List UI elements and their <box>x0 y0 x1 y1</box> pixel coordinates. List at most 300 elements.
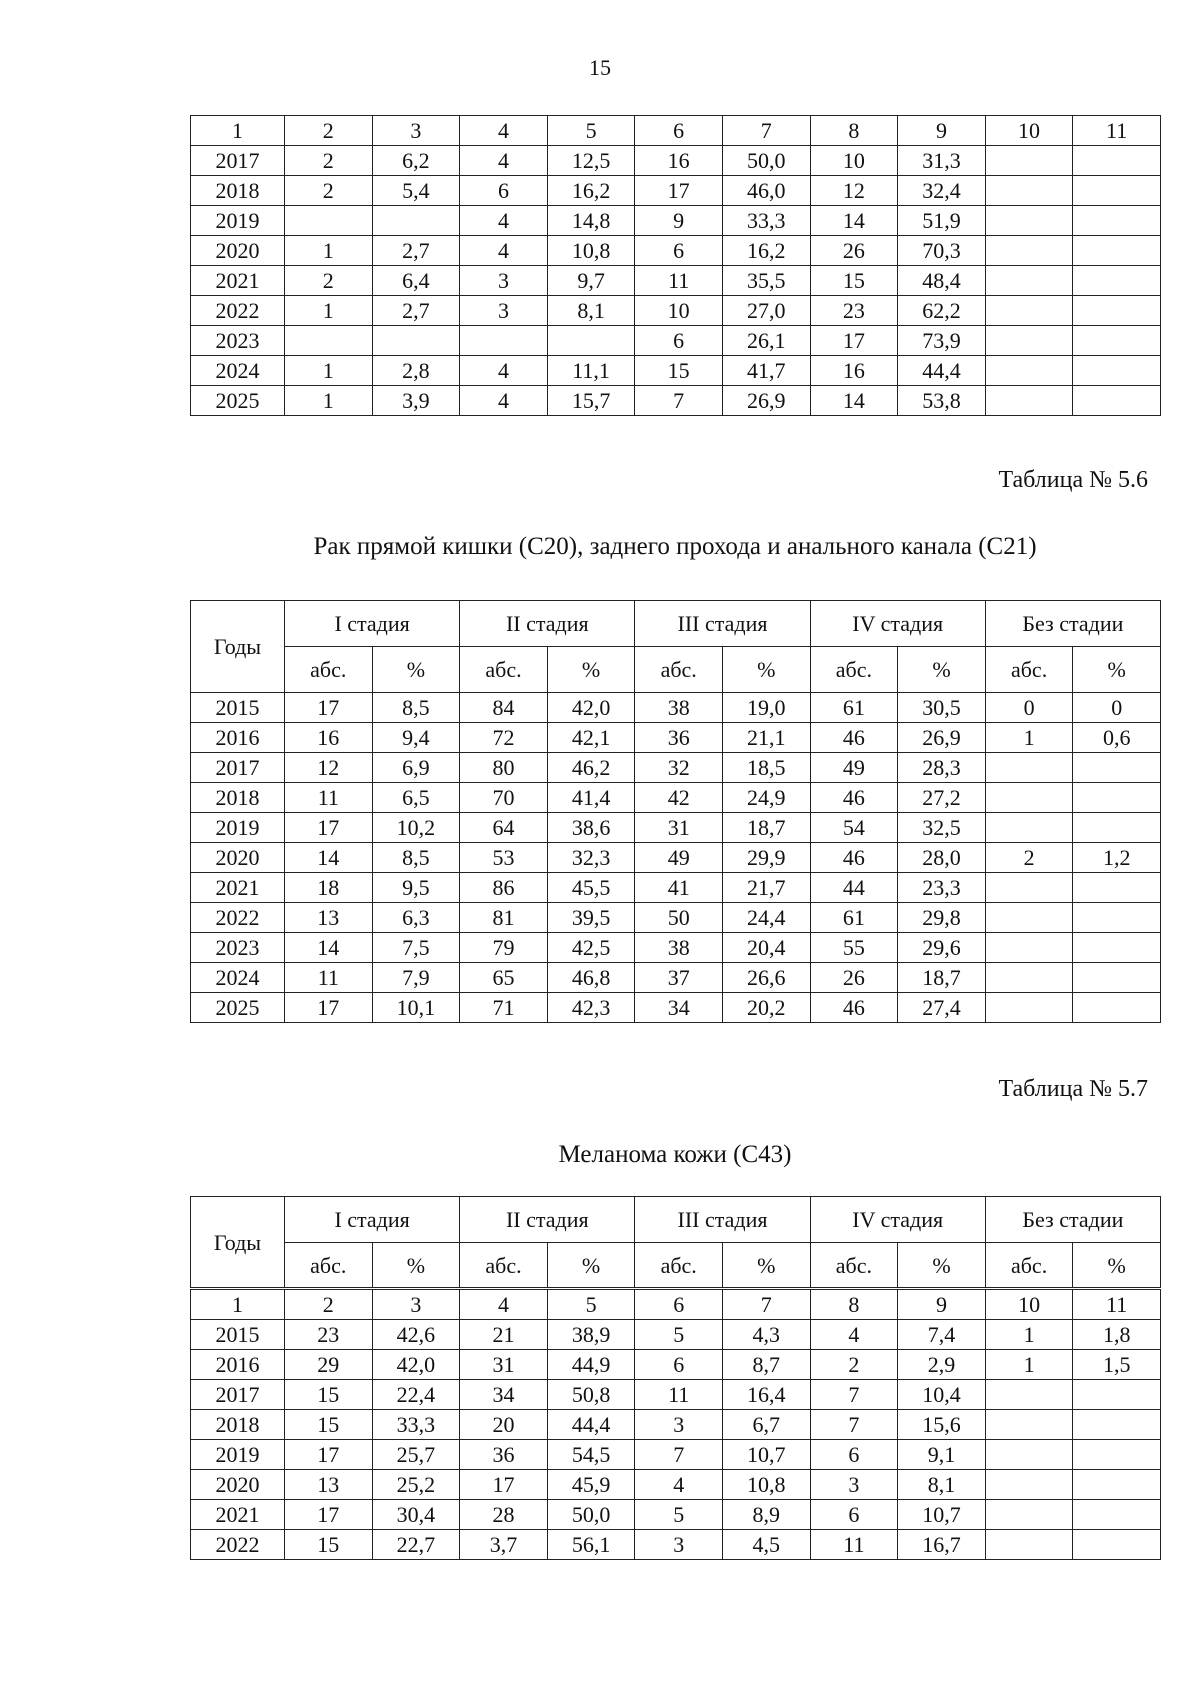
value-cell: 26 <box>810 963 898 993</box>
value-cell: 22,4 <box>372 1380 460 1410</box>
year-cell: 2017 <box>191 146 285 176</box>
column-number-cell: 2 <box>285 1289 373 1320</box>
year-cell: 2022 <box>191 1530 285 1560</box>
value-cell: 2 <box>285 146 373 176</box>
value-cell: 7,4 <box>898 1320 986 1350</box>
value-cell: 1 <box>985 1320 1073 1350</box>
year-cell: 2019 <box>191 1440 285 1470</box>
value-cell: 15,6 <box>898 1410 986 1440</box>
value-cell: 11 <box>810 1530 898 1560</box>
value-cell: 50,0 <box>722 146 810 176</box>
sub-header-abs: абс. <box>460 1243 548 1289</box>
value-cell: 11 <box>635 266 723 296</box>
sub-header-abs: абс. <box>985 647 1073 693</box>
value-cell <box>1073 1530 1161 1560</box>
value-cell: 70 <box>460 783 548 813</box>
value-cell: 84 <box>460 693 548 723</box>
value-cell <box>985 1410 1073 1440</box>
value-cell: 46 <box>810 843 898 873</box>
value-cell <box>985 206 1073 236</box>
stage-header: II стадия <box>460 1197 635 1243</box>
value-cell <box>1073 1440 1161 1470</box>
value-cell: 10,7 <box>898 1500 986 1530</box>
value-cell <box>1073 146 1161 176</box>
value-cell <box>1073 933 1161 963</box>
stage-header: III стадия <box>635 601 810 647</box>
value-cell <box>1073 266 1161 296</box>
value-cell: 6,3 <box>372 903 460 933</box>
value-cell <box>1073 963 1161 993</box>
header-years: Годы <box>191 1197 285 1289</box>
value-cell <box>1073 903 1161 933</box>
value-cell: 10 <box>635 296 723 326</box>
table-row <box>191 386 1161 416</box>
value-cell: 8,9 <box>722 1500 810 1530</box>
year-cell: 2025 <box>191 993 285 1023</box>
sub-header-abs: абс. <box>810 1243 898 1289</box>
value-cell: 36 <box>635 723 723 753</box>
stage-header: Без стадии <box>985 1197 1160 1243</box>
value-cell: 12 <box>810 176 898 206</box>
value-cell: 20 <box>460 1410 548 1440</box>
year-cell: 2024 <box>191 356 285 386</box>
value-cell <box>1073 1470 1161 1500</box>
sub-header-percent: % <box>722 647 810 693</box>
value-cell: 65 <box>460 963 548 993</box>
year-cell: 2020 <box>191 1470 285 1500</box>
value-cell: 2,7 <box>372 296 460 326</box>
value-cell: 4 <box>810 1320 898 1350</box>
column-number-cell: 6 <box>635 116 723 146</box>
value-cell: 12,5 <box>547 146 635 176</box>
value-cell <box>985 266 1073 296</box>
value-cell: 15 <box>285 1410 373 1440</box>
value-cell <box>1073 1380 1161 1410</box>
value-cell <box>1073 1500 1161 1530</box>
value-cell: 46 <box>810 993 898 1023</box>
value-cell <box>547 326 635 356</box>
value-cell <box>1073 813 1161 843</box>
year-cell: 2022 <box>191 296 285 326</box>
value-cell: 61 <box>810 903 898 933</box>
value-cell: 15 <box>635 356 723 386</box>
value-cell <box>985 356 1073 386</box>
value-cell: 46,0 <box>722 176 810 206</box>
value-cell: 41,7 <box>722 356 810 386</box>
value-cell: 35,5 <box>722 266 810 296</box>
year-cell: 2015 <box>191 1320 285 1350</box>
stage-header: III стадия <box>635 1197 810 1243</box>
table-row <box>191 326 1161 356</box>
value-cell: 1 <box>285 356 373 386</box>
value-cell: 1,5 <box>1073 1350 1161 1380</box>
value-cell: 49 <box>810 753 898 783</box>
table-row <box>191 296 1161 326</box>
value-cell: 3 <box>460 296 548 326</box>
value-cell: 2,7 <box>372 236 460 266</box>
value-cell: 6 <box>635 236 723 266</box>
value-cell: 14 <box>285 933 373 963</box>
value-cell: 18 <box>285 873 373 903</box>
year-cell: 2018 <box>191 176 285 206</box>
value-cell: 14 <box>285 843 373 873</box>
value-cell: 10,1 <box>372 993 460 1023</box>
value-cell: 16,4 <box>722 1380 810 1410</box>
value-cell <box>1073 873 1161 903</box>
value-cell: 86 <box>460 873 548 903</box>
value-cell: 14 <box>810 206 898 236</box>
value-cell: 2 <box>285 266 373 296</box>
value-cell: 7,5 <box>372 933 460 963</box>
value-cell: 9,1 <box>898 1440 986 1470</box>
table-row <box>191 1440 1161 1470</box>
column-number-cell: 6 <box>635 1289 723 1320</box>
value-cell: 46 <box>810 723 898 753</box>
table-row <box>191 176 1161 206</box>
value-cell: 2 <box>985 843 1073 873</box>
value-cell: 3 <box>635 1530 723 1560</box>
sub-header-percent: % <box>547 1243 635 1289</box>
value-cell: 6 <box>635 1350 723 1380</box>
value-cell <box>460 326 548 356</box>
value-cell: 81 <box>460 903 548 933</box>
value-cell <box>985 1530 1073 1560</box>
value-cell: 15 <box>810 266 898 296</box>
sub-header-abs: абс. <box>985 1243 1073 1289</box>
value-cell: 20,4 <box>722 933 810 963</box>
value-cell: 10,8 <box>722 1470 810 1500</box>
value-cell: 9 <box>635 206 723 236</box>
value-cell: 6 <box>460 176 548 206</box>
value-cell: 4,5 <box>722 1530 810 1560</box>
column-number-cell: 4 <box>460 116 548 146</box>
year-cell: 2024 <box>191 963 285 993</box>
value-cell: 9,7 <box>547 266 635 296</box>
value-cell: 11 <box>285 963 373 993</box>
column-number-cell: 8 <box>810 116 898 146</box>
value-cell <box>985 1440 1073 1470</box>
value-cell: 45,9 <box>547 1470 635 1500</box>
value-cell: 1 <box>985 723 1073 753</box>
table-row <box>191 933 1161 963</box>
value-cell: 54 <box>810 813 898 843</box>
value-cell: 11 <box>285 783 373 813</box>
value-cell: 42,0 <box>372 1350 460 1380</box>
value-cell: 1 <box>285 236 373 266</box>
year-cell: 2018 <box>191 1410 285 1440</box>
value-cell: 2 <box>810 1350 898 1380</box>
value-cell: 19,0 <box>722 693 810 723</box>
value-cell: 5 <box>635 1320 723 1350</box>
stage-header: Без стадии <box>985 601 1160 647</box>
rectal-cancer-table <box>190 600 1161 1023</box>
year-cell: 2021 <box>191 1500 285 1530</box>
column-number-cell: 5 <box>547 116 635 146</box>
column-number-row <box>191 116 1161 146</box>
value-cell: 8,1 <box>547 296 635 326</box>
value-cell: 2,9 <box>898 1350 986 1380</box>
value-cell: 46 <box>810 783 898 813</box>
value-cell <box>985 873 1073 903</box>
value-cell: 42,1 <box>547 723 635 753</box>
stage-header: I стадия <box>285 601 460 647</box>
value-cell: 31 <box>635 813 723 843</box>
column-number-cell: 3 <box>372 1289 460 1320</box>
value-cell <box>1073 386 1161 416</box>
sub-header-percent: % <box>547 647 635 693</box>
value-cell: 62,2 <box>898 296 986 326</box>
value-cell: 0,6 <box>1073 723 1161 753</box>
value-cell: 41 <box>635 873 723 903</box>
value-cell: 17 <box>635 176 723 206</box>
value-cell <box>1073 1410 1161 1440</box>
value-cell: 4 <box>460 146 548 176</box>
value-cell: 17 <box>285 1500 373 1530</box>
value-cell: 21 <box>460 1320 548 1350</box>
value-cell: 79 <box>460 933 548 963</box>
year-cell: 2020 <box>191 843 285 873</box>
value-cell: 54,5 <box>547 1440 635 1470</box>
value-cell: 3 <box>635 1410 723 1440</box>
year-cell: 2017 <box>191 753 285 783</box>
table-row <box>191 1350 1161 1380</box>
value-cell <box>1073 326 1161 356</box>
value-cell: 15 <box>285 1530 373 1560</box>
value-cell: 33,3 <box>372 1410 460 1440</box>
value-cell: 15,7 <box>547 386 635 416</box>
column-number-cell: 9 <box>898 116 986 146</box>
table-row <box>191 1380 1161 1410</box>
sub-header-percent: % <box>372 1243 460 1289</box>
value-cell: 11,1 <box>547 356 635 386</box>
value-cell: 4 <box>460 206 548 236</box>
year-cell: 2018 <box>191 783 285 813</box>
table-row <box>191 1500 1161 1530</box>
value-cell: 41,4 <box>547 783 635 813</box>
value-cell: 6 <box>635 326 723 356</box>
value-cell: 13 <box>285 1470 373 1500</box>
value-cell: 80 <box>460 753 548 783</box>
value-cell: 42,3 <box>547 993 635 1023</box>
value-cell: 14,8 <box>547 206 635 236</box>
value-cell: 34 <box>635 993 723 1023</box>
value-cell: 38,9 <box>547 1320 635 1350</box>
value-cell: 6,2 <box>372 146 460 176</box>
value-cell <box>985 146 1073 176</box>
table-row <box>191 1320 1161 1350</box>
value-cell: 42 <box>635 783 723 813</box>
year-cell: 2025 <box>191 386 285 416</box>
value-cell: 7 <box>635 1440 723 1470</box>
value-cell <box>985 296 1073 326</box>
value-cell: 8,5 <box>372 843 460 873</box>
value-cell: 3,9 <box>372 386 460 416</box>
value-cell: 32 <box>635 753 723 783</box>
table-row <box>191 1410 1161 1440</box>
value-cell: 50 <box>635 903 723 933</box>
value-cell: 16,2 <box>547 176 635 206</box>
value-cell: 23 <box>285 1320 373 1350</box>
value-cell: 28,3 <box>898 753 986 783</box>
column-number-cell: 1 <box>191 1289 285 1320</box>
value-cell: 44,4 <box>898 356 986 386</box>
value-cell: 53,8 <box>898 386 986 416</box>
value-cell: 8,7 <box>722 1350 810 1380</box>
value-cell: 26,1 <box>722 326 810 356</box>
value-cell: 27,4 <box>898 993 986 1023</box>
value-cell: 23,3 <box>898 873 986 903</box>
value-cell: 26,9 <box>898 723 986 753</box>
sub-header-percent: % <box>722 1243 810 1289</box>
melanoma-table <box>190 1196 1161 1560</box>
table-row <box>191 146 1161 176</box>
value-cell: 5,4 <box>372 176 460 206</box>
value-cell: 33,3 <box>722 206 810 236</box>
value-cell: 16,2 <box>722 236 810 266</box>
value-cell: 31 <box>460 1350 548 1380</box>
value-cell: 4 <box>460 386 548 416</box>
table-row <box>191 903 1161 933</box>
value-cell: 1,2 <box>1073 843 1161 873</box>
value-cell: 21,1 <box>722 723 810 753</box>
value-cell: 29,8 <box>898 903 986 933</box>
value-cell: 16 <box>635 146 723 176</box>
value-cell: 50,8 <box>547 1380 635 1410</box>
year-cell: 2022 <box>191 903 285 933</box>
value-cell: 55 <box>810 933 898 963</box>
value-cell: 6,7 <box>722 1410 810 1440</box>
value-cell <box>372 206 460 236</box>
value-cell: 44 <box>810 873 898 903</box>
table-row <box>191 1470 1161 1500</box>
value-cell: 29,9 <box>722 843 810 873</box>
sub-header-abs: абс. <box>285 1243 373 1289</box>
value-cell: 29,6 <box>898 933 986 963</box>
value-cell: 6 <box>810 1440 898 1470</box>
value-cell: 3 <box>810 1470 898 1500</box>
sub-header-abs: абс. <box>460 647 548 693</box>
value-cell <box>985 933 1073 963</box>
value-cell: 71 <box>460 993 548 1023</box>
table-row <box>191 813 1161 843</box>
value-cell: 6,5 <box>372 783 460 813</box>
value-cell: 9,5 <box>372 873 460 903</box>
year-cell: 2016 <box>191 1350 285 1380</box>
value-cell: 44,9 <box>547 1350 635 1380</box>
value-cell: 51,9 <box>898 206 986 236</box>
value-cell: 1 <box>285 296 373 326</box>
value-cell: 23 <box>810 296 898 326</box>
value-cell: 26,9 <box>722 386 810 416</box>
value-cell: 28 <box>460 1500 548 1530</box>
value-cell: 61 <box>810 693 898 723</box>
value-cell: 18,7 <box>722 813 810 843</box>
value-cell: 9,4 <box>372 723 460 753</box>
value-cell: 25,7 <box>372 1440 460 1470</box>
value-cell: 24,4 <box>722 903 810 933</box>
value-cell: 31,3 <box>898 146 986 176</box>
value-cell: 38 <box>635 933 723 963</box>
value-cell <box>985 813 1073 843</box>
value-cell: 12 <box>285 753 373 783</box>
value-cell <box>1073 356 1161 386</box>
table-row <box>191 963 1161 993</box>
table-row <box>191 206 1161 236</box>
value-cell: 1,8 <box>1073 1320 1161 1350</box>
value-cell: 16 <box>810 356 898 386</box>
value-cell: 29 <box>285 1350 373 1380</box>
value-cell: 17 <box>285 1440 373 1470</box>
table-row <box>191 993 1161 1023</box>
value-cell: 72 <box>460 723 548 753</box>
value-cell: 14 <box>810 386 898 416</box>
value-cell: 17 <box>285 813 373 843</box>
value-cell: 32,4 <box>898 176 986 206</box>
value-cell: 7,9 <box>372 963 460 993</box>
value-cell: 1 <box>285 386 373 416</box>
column-number-cell: 3 <box>372 116 460 146</box>
column-number-cell: 1 <box>191 116 285 146</box>
table-row <box>191 873 1161 903</box>
value-cell: 2,8 <box>372 356 460 386</box>
value-cell: 48,4 <box>898 266 986 296</box>
value-cell: 32,5 <box>898 813 986 843</box>
column-number-cell: 7 <box>722 116 810 146</box>
value-cell: 30,4 <box>372 1500 460 1530</box>
value-cell: 37 <box>635 963 723 993</box>
value-cell <box>1073 783 1161 813</box>
value-cell <box>985 1470 1073 1500</box>
value-cell: 2 <box>285 176 373 206</box>
table-row <box>191 783 1161 813</box>
table-row <box>191 236 1161 266</box>
value-cell: 42,6 <box>372 1320 460 1350</box>
value-cell: 26 <box>810 236 898 266</box>
stage-header: I стадия <box>285 1197 460 1243</box>
header-years: Годы <box>191 601 285 693</box>
value-cell: 10,2 <box>372 813 460 843</box>
year-cell: 2019 <box>191 813 285 843</box>
value-cell <box>285 326 373 356</box>
table-row <box>191 753 1161 783</box>
value-cell: 8,5 <box>372 693 460 723</box>
value-cell: 53 <box>460 843 548 873</box>
value-cell: 11 <box>635 1380 723 1410</box>
value-cell: 49 <box>635 843 723 873</box>
value-cell <box>1073 993 1161 1023</box>
value-cell: 4 <box>460 236 548 266</box>
value-cell: 56,1 <box>547 1530 635 1560</box>
year-cell: 2015 <box>191 693 285 723</box>
table-caption: Таблица № 5.6 <box>998 467 1148 493</box>
value-cell: 4 <box>635 1470 723 1500</box>
value-cell: 7 <box>810 1380 898 1410</box>
value-cell: 36 <box>460 1440 548 1470</box>
value-cell <box>1073 296 1161 326</box>
value-cell: 70,3 <box>898 236 986 266</box>
sub-header-percent: % <box>1073 1243 1161 1289</box>
value-cell <box>1073 753 1161 783</box>
value-cell: 39,5 <box>547 903 635 933</box>
value-cell: 16,7 <box>898 1530 986 1560</box>
year-cell: 2016 <box>191 723 285 753</box>
value-cell: 7 <box>810 1410 898 1440</box>
value-cell: 10,8 <box>547 236 635 266</box>
table-row <box>191 693 1161 723</box>
table-title: Рак прямой кишки (С20), заднего прохода и анального канала (С21) <box>313 533 1037 560</box>
value-cell: 25,2 <box>372 1470 460 1500</box>
year-cell: 2019 <box>191 206 285 236</box>
